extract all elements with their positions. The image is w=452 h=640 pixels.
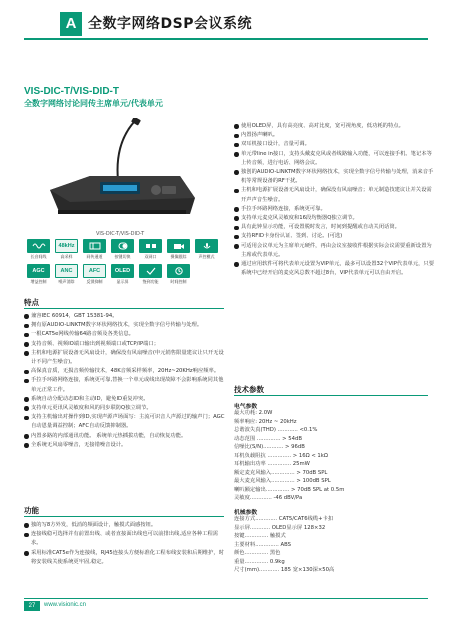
list-item: 双耳机接口设计，音量可调。 xyxy=(234,140,436,149)
functions-list xyxy=(24,521,228,567)
feature-icon-item xyxy=(110,264,135,285)
list-item: 通过应用软件可将代表单元设置为VIP单元，最多可以设置32个VIP代表单元，只要系统中已经开启的麦克风总数不超过8台，VIP代表单元可以自由开启。 xyxy=(234,260,436,278)
spec-line: 动态范围 .............. > 54dB xyxy=(234,435,302,442)
features-heading: 特点 xyxy=(24,298,39,307)
list-item: 内置多路的内部通讯功能。 系统单元热插拔功能，自动恢复功能。 xyxy=(24,432,228,441)
wave-icon xyxy=(27,239,50,253)
feature-icon-label: 按键切换 xyxy=(114,254,131,259)
timer-icon xyxy=(167,264,190,278)
feature-icon-label: 双网口 xyxy=(144,254,157,259)
feature-icon-item xyxy=(166,264,191,285)
camera-icon xyxy=(167,239,190,253)
feature-icon-label: 时间控制 xyxy=(170,279,187,284)
list-item: 拥有原AUDIO-LINKTM数字环状网络技术，实现全数字信号传输与处理。 xyxy=(24,321,228,330)
list-item: 具有此钟显示功能，可设置脱时发言，时间到提醒或自动关闭话筒。 xyxy=(234,223,436,232)
list-item: 单元带line in接口，支持头戴麦克风或者线路输入功能，可以连接手机、笔记本等上传音频，进行电话、网络会议。 xyxy=(234,150,436,168)
checkin-icon xyxy=(139,264,162,278)
feature-icons-row-2 xyxy=(26,264,226,285)
list-item: 全系统无风扇零噪音，无接错噪音设计。 xyxy=(24,441,228,450)
product-model: VIS-DIC-T/VIS-DID-T xyxy=(24,86,119,97)
list-item: 采用标准CAT5e作为连接线，RJ45连接头方便标准化工程布线安装和后期维护，时将安装线关使系统更牢固,稳定。 xyxy=(24,549,228,567)
list-item: 一根CAT5e网线传输64路音频及各类信息。 xyxy=(24,330,228,339)
sample-rate-icon: 48kHz xyxy=(55,239,78,253)
list-item: 连接线稳可选择并有前置出线、或者直接面出线也可以前排出线,适应各种工程需求。 xyxy=(24,530,228,548)
feature-icon-label: 增益控制 xyxy=(30,279,47,284)
feature-icons-row-1 xyxy=(26,239,226,260)
list-item: 高保真音质，无损音频传输技术，48K音频采样频率，20Hz~20KHz响应频率。 xyxy=(24,367,228,376)
feature-icon-item xyxy=(82,264,107,285)
mechanical-title: 机械参数 xyxy=(234,510,258,516)
footer-divider xyxy=(24,598,428,599)
list-item: 内置扬声喇叭。 xyxy=(234,131,436,140)
voice-icon xyxy=(195,239,218,253)
feature-icon-item xyxy=(82,239,107,260)
spec-line: 频率响应: 20Hz ~ 20kHz xyxy=(234,418,297,425)
feature-icon-item xyxy=(54,239,79,260)
list-item: 独创的AUDIO-LINKTM数字环状网络技术，实现全数字信号传输与处理，消来音手机等常规设备的RF干扰。 xyxy=(234,168,436,186)
feature-icon-item xyxy=(194,239,219,260)
oled-icon: OLED xyxy=(111,264,134,278)
spec-line: 耳机输出功率 .............. 25mW xyxy=(234,461,310,467)
spec-line: 喇叭额定输出.............. > 70dB SPL at 0.5m xyxy=(234,486,345,493)
feature-icon-item xyxy=(26,264,51,285)
list-item: 手拉手环路网络连接，系统更可靠。 xyxy=(234,205,436,214)
list-item: 支持RFID卡身份认证、签到、讨论。(可选) xyxy=(234,232,436,241)
functions-heading: 功能 xyxy=(24,506,39,515)
spec-line: 尺寸(mm)............ 185 宽×130深×50高 xyxy=(234,567,335,573)
feature-icon-item xyxy=(138,264,163,285)
spec-line: 显示屏............ OLED显示屏 128×32 xyxy=(234,524,326,531)
network-icon xyxy=(139,239,162,253)
list-item: 主机和电源扩展设备无风扇设计，确保没有风扇噪音(申元销售限量建议让只开无设计不同产生噪音)。 xyxy=(24,349,228,367)
feature-icon-label: 噪声消除 xyxy=(58,279,75,284)
product-image xyxy=(30,118,210,230)
page-title: 全数字网络DSP会议系统 xyxy=(88,16,252,32)
list-item: 独的写8方外发，低消的频面设计，触摸式面感按钮。 xyxy=(24,521,228,530)
feature-icon-item xyxy=(166,239,191,260)
electrical-list xyxy=(234,409,430,503)
anc-icon: ANC xyxy=(55,264,78,278)
feature-icon-label: 显示屏 xyxy=(116,279,129,284)
right-features-list xyxy=(234,122,436,278)
list-item: 支持单元麦克风灵敏度和16段均衡器Q独立调节。 xyxy=(234,214,436,223)
feature-icon-label: 反馈抑制 xyxy=(86,279,103,284)
spec-line: 颜色.............. 黑色 xyxy=(234,550,281,556)
channel-icon xyxy=(83,239,106,253)
website-link[interactable]: www.visionic.cn xyxy=(44,602,87,608)
spec-line: 主要材料.............. ABS xyxy=(234,541,291,548)
page-number: 27 xyxy=(24,601,40,611)
tech-heading: 技术参数 xyxy=(234,385,264,394)
afc-icon: AFC xyxy=(83,264,106,278)
spec-line: 信噪比(S/N)............ > 96dB xyxy=(234,444,305,450)
feature-icon-item xyxy=(110,239,135,260)
spec-line: 额定麦克风输入.............. > 70dB SPL xyxy=(234,469,328,476)
spec-line: 按键.............. 触摸式 xyxy=(234,533,286,539)
list-item: 可适用会议单元为主席单元硬件，再由会议室接收件根据实际会议需要重新设置为主席或代表单元。 xyxy=(234,242,436,260)
feature-icon-item xyxy=(54,264,79,285)
feature-icon-label: 签到功能 xyxy=(142,279,159,284)
feature-icon-label: 长音间线 xyxy=(30,254,47,259)
page-header xyxy=(0,0,452,46)
features-list xyxy=(24,312,228,450)
list-item: 支持音频、视频IO端口输出到视频端口或TCP/IP端口； xyxy=(24,340,228,349)
agc-icon: AGC xyxy=(27,264,50,278)
spec-line: 最大麦克风输入.............. > 100dB SPL xyxy=(234,478,331,484)
product-subtitle: 全数字网络讨论同传主席单元/代表单元 xyxy=(24,99,163,108)
feature-icon-label: 同传通道 xyxy=(86,254,103,259)
spec-line: 最大功耗: 2.0W xyxy=(234,410,273,416)
list-item: 支持主机输出对操作到ID,实现声源声场面写：主流可识音人声源过的输声门；AGC自动恩量调益控制；AFC自动反馈抑制器。 xyxy=(24,413,228,431)
list-item: 兼容IEC 60914，GBT 15381-94。 xyxy=(24,312,228,321)
product-caption: VIS-DIC-T/VIS-DID-T xyxy=(96,231,145,237)
spec-line: 连接方式............. CAT5/CAT6线缆+卡扣 xyxy=(234,516,334,522)
spec-line: 耳机负载阻抗 .............. > 16Ω < 1kΩ xyxy=(234,452,328,459)
header-divider xyxy=(24,38,428,40)
list-item: 手拉手环路网络连接，系统更可靠,替换一个单元或线出现故障不会影响系统同其他单元正常工作。 xyxy=(24,376,228,394)
features-divider xyxy=(24,308,224,309)
list-item: 系统自动分配动态ID和主动ID，避免ID重复冲突。 xyxy=(24,395,228,404)
section-letter-badge: A xyxy=(60,12,82,36)
mechanical-list xyxy=(234,515,430,575)
feature-icon-label: 高采样 xyxy=(60,254,73,259)
spec-line: 重量.............. 0.9kg xyxy=(234,558,285,565)
list-item: 使用OLED屏，具有高亮度、高对比度，宽可视角度，低功耗的特点。 xyxy=(234,122,436,131)
spec-line: 总谐波失真(THD) ............ <0.1% xyxy=(234,427,318,433)
feature-icon-label: 摄像跟踪 xyxy=(170,254,187,259)
list-item: 主机和电源扩展设备无风扇设计，确保没有风扇噪音；单元制造技建议让并关设需开声声音生噪音。 xyxy=(234,186,436,204)
feature-icon-label: 声控模式 xyxy=(198,254,215,259)
feature-icon-item xyxy=(26,239,51,260)
feature-icon-item xyxy=(138,239,163,260)
list-item: 支持单元更讯风灵敏度和风的同步联防Q独立调节。 xyxy=(24,404,228,413)
tech-divider xyxy=(234,395,428,396)
electrical-title: 电气参数 xyxy=(234,404,258,410)
switch-icon xyxy=(111,239,134,253)
spec-line: 灵敏度............. -46 dBV/Pa xyxy=(234,495,303,501)
functions-divider xyxy=(24,516,224,517)
